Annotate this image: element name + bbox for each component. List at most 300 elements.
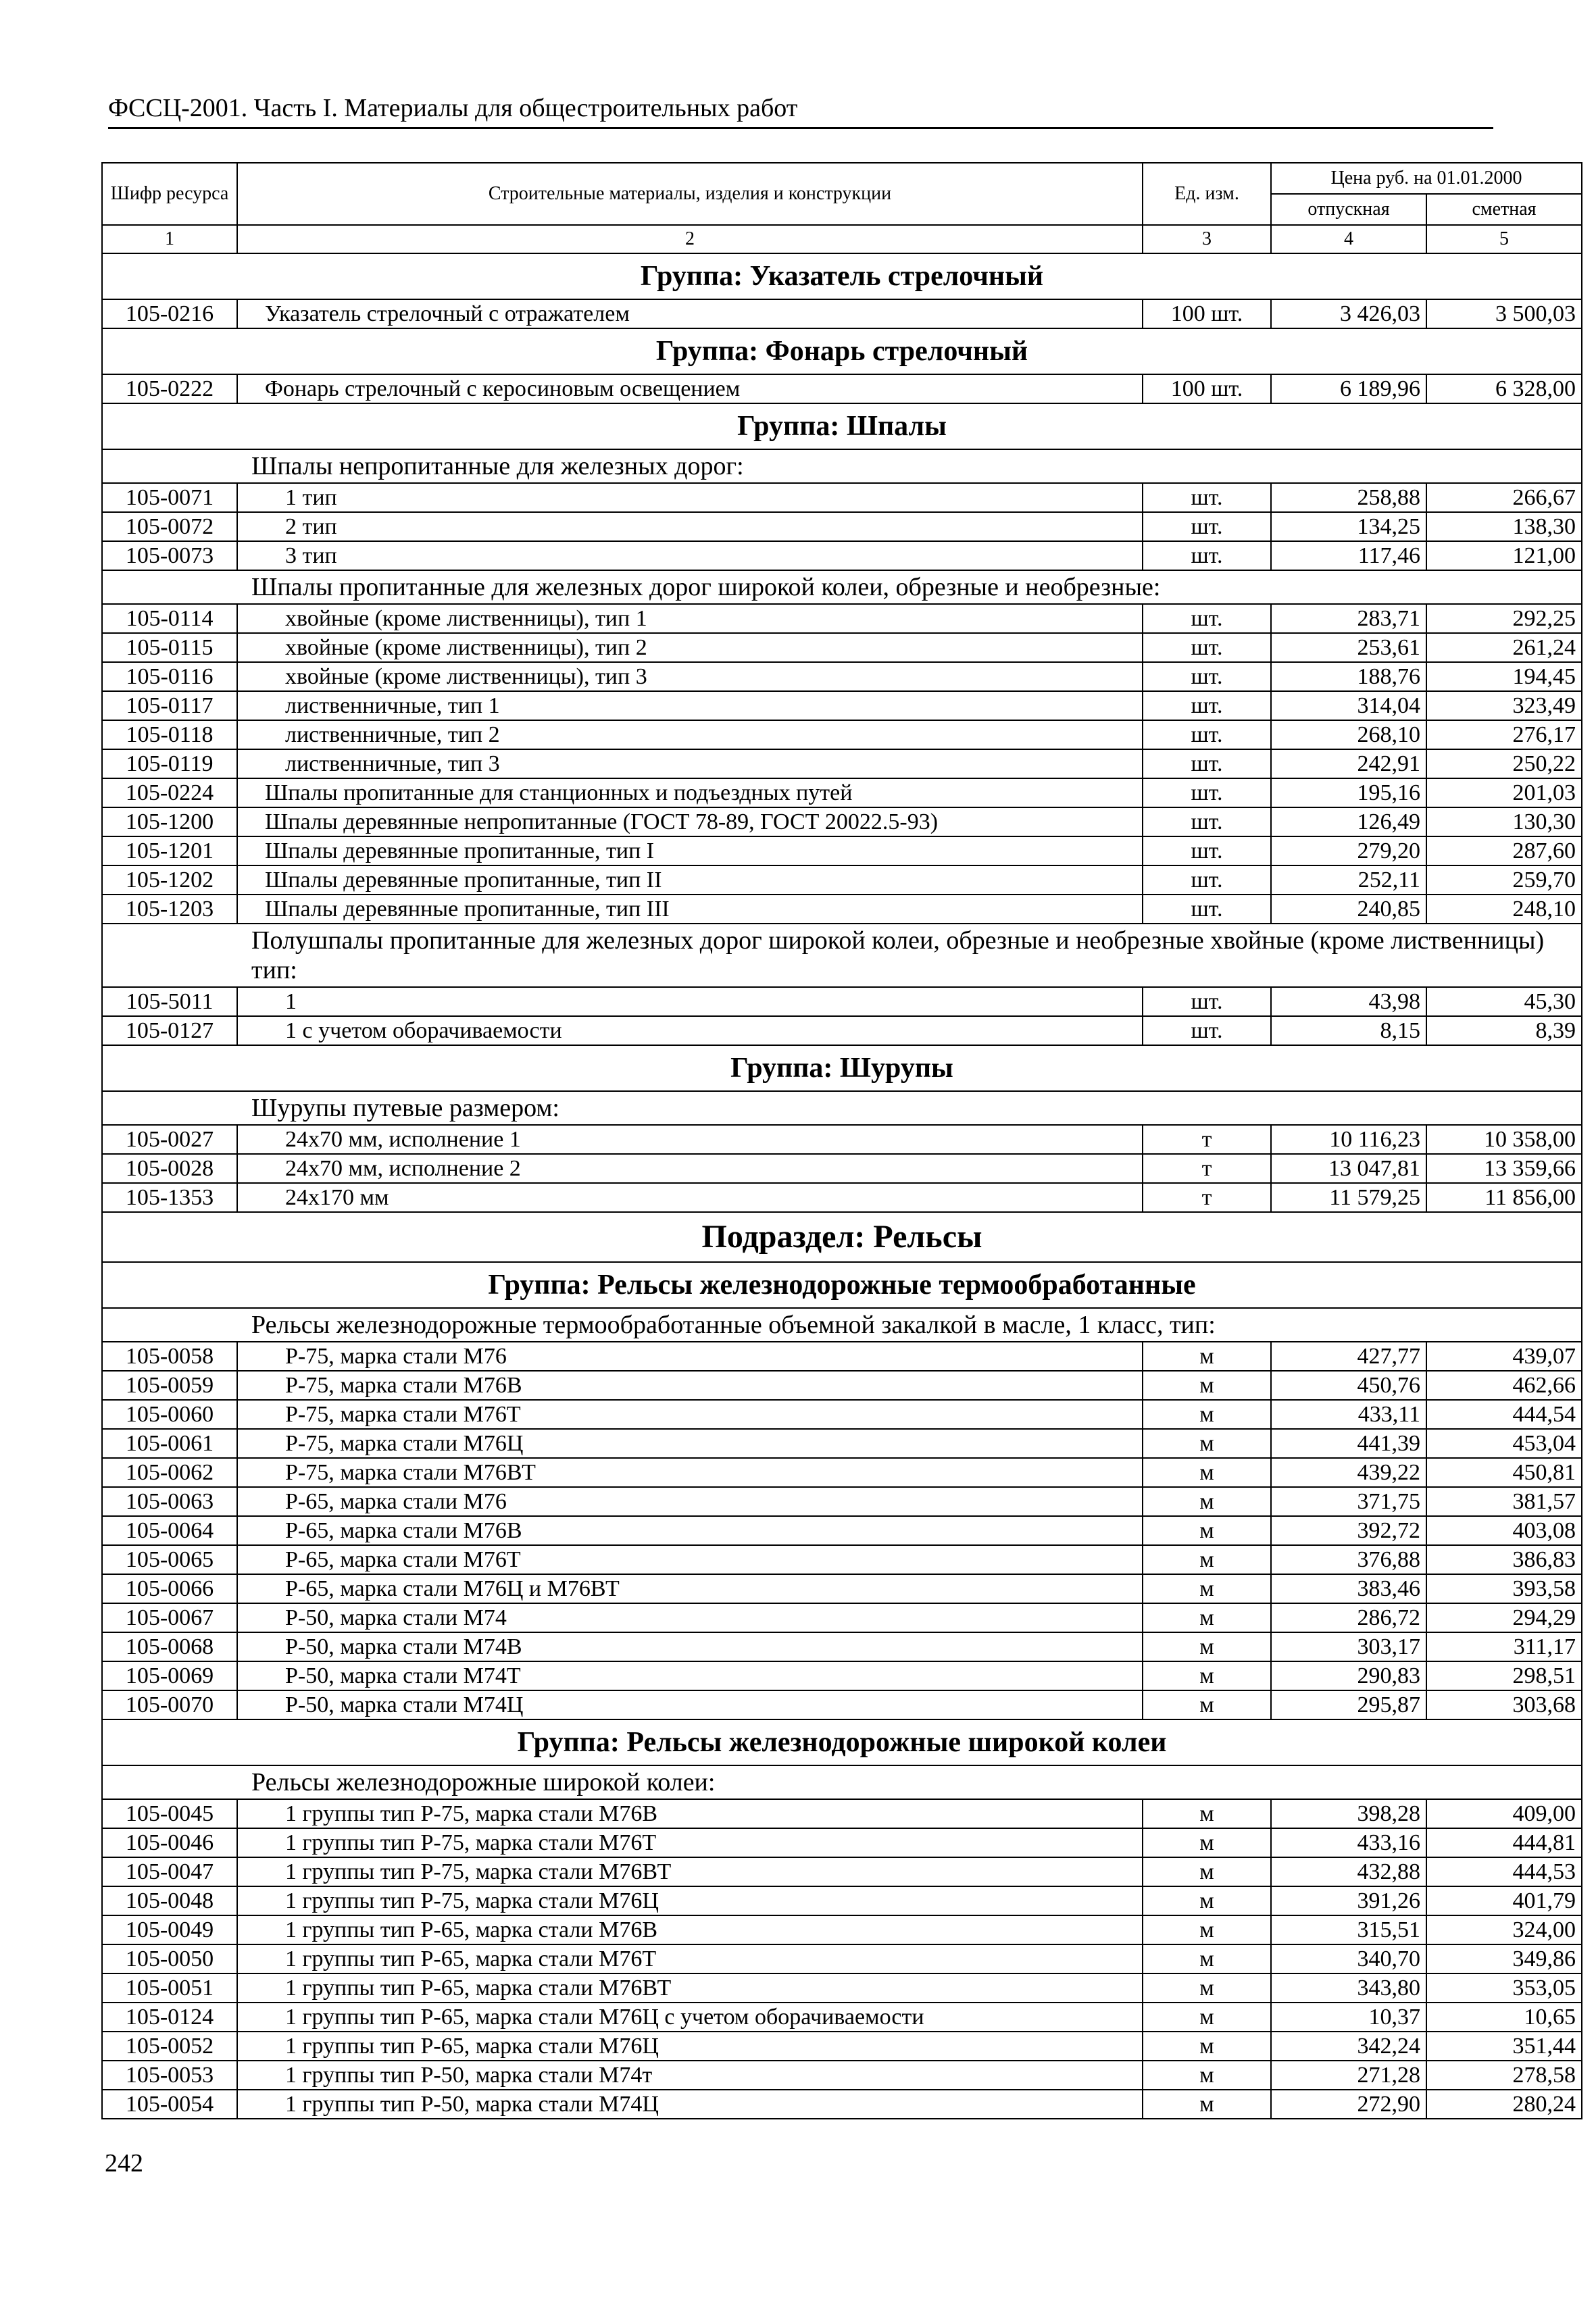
cell-release-price: 286,72 — [1271, 1603, 1426, 1632]
table-row — [102, 541, 1582, 570]
cell-code: 105-0048 — [102, 1886, 237, 1915]
table-row — [102, 1183, 1582, 1212]
cell-estimate-price: 13 359,66 — [1426, 1154, 1582, 1183]
cell-unit: шт. — [1143, 987, 1271, 1016]
cell-release-price: 13 047,81 — [1271, 1154, 1426, 1183]
cell-release-price: 432,88 — [1271, 1857, 1426, 1886]
table-row — [102, 1799, 1582, 1828]
cell-code: 105-0216 — [102, 299, 237, 328]
subheading-text: Рельсы железнодорожные термообработанные объемной закалкой в масле, 1 класс, тип: — [102, 1308, 1582, 1342]
cell-unit: т — [1143, 1125, 1271, 1154]
group-title: Группа: Рельсы железнодорожные широкой колеи — [102, 1719, 1582, 1765]
cell-release-price: 376,88 — [1271, 1545, 1426, 1574]
cell-estimate-price: 3 500,03 — [1426, 299, 1582, 328]
cell-name: Р-75, марка стали М76 — [237, 1342, 1143, 1371]
cell-release-price: 433,11 — [1271, 1400, 1426, 1429]
price-table — [101, 162, 1582, 2119]
cell-release-price: 290,83 — [1271, 1661, 1426, 1690]
cell-name: Указатель стрелочный с отражателем — [237, 299, 1143, 328]
cell-name: Р-50, марка стали М74В — [237, 1632, 1143, 1661]
cell-release-price: 195,16 — [1271, 778, 1426, 807]
cell-unit: м — [1143, 2061, 1271, 2090]
col-index: 5 — [1426, 225, 1582, 253]
cell-name: Р-75, марка стали М76Т — [237, 1400, 1143, 1429]
cell-code: 105-0047 — [102, 1857, 237, 1886]
cell-release-price: 271,28 — [1271, 2061, 1426, 2090]
cell-code: 105-5011 — [102, 987, 237, 1016]
cell-name: Р-65, марка стали М76Ц и М76ВТ — [237, 1574, 1143, 1603]
table-row — [102, 1661, 1582, 1690]
cell-estimate-price: 276,17 — [1426, 720, 1582, 749]
cell-code: 105-1202 — [102, 865, 237, 895]
subheading-text: Шпалы пропитанные для железных дорог широкой колеи, обрезные и необрезные: — [102, 570, 1582, 604]
cell-unit: 100 шт. — [1143, 374, 1271, 403]
cell-release-price: 253,61 — [1271, 633, 1426, 662]
cell-estimate-price: 266,67 — [1426, 483, 1582, 512]
cell-unit: м — [1143, 2090, 1271, 2119]
cell-unit: м — [1143, 1973, 1271, 2003]
group-row — [102, 1262, 1582, 1308]
cell-code: 105-0071 — [102, 483, 237, 512]
cell-unit: м — [1143, 2003, 1271, 2032]
table-row — [102, 836, 1582, 865]
cell-estimate-price: 280,24 — [1426, 2090, 1582, 2119]
table-row — [102, 1516, 1582, 1545]
cell-release-price: 188,76 — [1271, 662, 1426, 691]
col-index: 3 — [1143, 225, 1271, 253]
cell-unit: шт. — [1143, 836, 1271, 865]
cell-code: 105-0061 — [102, 1429, 237, 1458]
cell-name: Р-75, марка стали М76ВТ — [237, 1458, 1143, 1487]
cell-unit: м — [1143, 2032, 1271, 2061]
col-release-header: отпускная — [1271, 194, 1426, 225]
col-estimate-header: сметная — [1426, 194, 1582, 225]
cell-code: 105-0064 — [102, 1516, 237, 1545]
cell-unit: шт. — [1143, 807, 1271, 836]
cell-code: 105-0073 — [102, 541, 237, 570]
cell-estimate-price: 278,58 — [1426, 2061, 1582, 2090]
cell-release-price: 439,22 — [1271, 1458, 1426, 1487]
table-row — [102, 1458, 1582, 1487]
cell-unit: шт. — [1143, 483, 1271, 512]
cell-release-price: 6 189,96 — [1271, 374, 1426, 403]
cell-name: 1 — [237, 987, 1143, 1016]
cell-unit: м — [1143, 1342, 1271, 1371]
cell-estimate-price: 45,30 — [1426, 987, 1582, 1016]
cell-name: хвойные (кроме лиственницы), тип 1 — [237, 604, 1143, 633]
cell-code: 105-1203 — [102, 895, 237, 924]
cell-name: 1 группы тип Р-75, марка стали М76Т — [237, 1828, 1143, 1857]
cell-name: хвойные (кроме лиственницы), тип 2 — [237, 633, 1143, 662]
cell-code: 105-0058 — [102, 1342, 237, 1371]
cell-release-price: 314,04 — [1271, 691, 1426, 720]
cell-name: 2 тип — [237, 512, 1143, 541]
cell-name: хвойные (кроме лиственницы), тип 3 — [237, 662, 1143, 691]
page-number: 242 — [105, 2149, 143, 2178]
cell-unit: м — [1143, 1944, 1271, 1973]
table-row — [102, 1944, 1582, 1973]
table-row — [102, 299, 1582, 328]
cell-name: 1 тип — [237, 483, 1143, 512]
cell-name: Р-50, марка стали М74Т — [237, 1661, 1143, 1690]
cell-name: 1 группы тип Р-65, марка стали М76В — [237, 1915, 1143, 1944]
cell-name: 24х170 мм — [237, 1183, 1143, 1212]
cell-estimate-price: 121,00 — [1426, 541, 1582, 570]
cell-unit: шт. — [1143, 541, 1271, 570]
table-row — [102, 865, 1582, 895]
subheading-row — [102, 1308, 1582, 1342]
table-row — [102, 604, 1582, 633]
cell-code: 105-0046 — [102, 1828, 237, 1857]
subheading-text: Шпалы непропитанные для железных дорог: — [102, 449, 1582, 483]
table-body — [102, 253, 1582, 2119]
cell-unit: м — [1143, 1915, 1271, 1944]
cell-name: 1 группы тип Р-65, марка стали М76Т — [237, 1944, 1143, 1973]
cell-unit: шт. — [1143, 512, 1271, 541]
table-row — [102, 1125, 1582, 1154]
cell-estimate-price: 381,57 — [1426, 1487, 1582, 1516]
cell-release-price: 10,37 — [1271, 2003, 1426, 2032]
table-row — [102, 807, 1582, 836]
table-row — [102, 895, 1582, 924]
cell-code: 105-0060 — [102, 1400, 237, 1429]
subheading-text: Шурупы путевые размером: — [102, 1091, 1582, 1125]
cell-unit: шт. — [1143, 1016, 1271, 1045]
cell-code: 105-0049 — [102, 1915, 237, 1944]
cell-unit: т — [1143, 1183, 1271, 1212]
cell-name: Фонарь стрелочный с керосиновым освещением — [237, 374, 1143, 403]
cell-release-price: 134,25 — [1271, 512, 1426, 541]
table-row — [102, 2090, 1582, 2119]
cell-estimate-price: 462,66 — [1426, 1371, 1582, 1400]
cell-name: Р-50, марка стали М74Ц — [237, 1690, 1143, 1719]
group-title: Группа: Рельсы железнодорожные термообработанные — [102, 1262, 1582, 1308]
cell-unit: м — [1143, 1545, 1271, 1574]
cell-release-price: 279,20 — [1271, 836, 1426, 865]
cell-unit: м — [1143, 1661, 1271, 1690]
cell-release-price: 3 426,03 — [1271, 299, 1426, 328]
cell-release-price: 315,51 — [1271, 1915, 1426, 1944]
cell-code: 105-0118 — [102, 720, 237, 749]
cell-code: 105-0052 — [102, 2032, 237, 2061]
cell-estimate-price: 409,00 — [1426, 1799, 1582, 1828]
table-row — [102, 1574, 1582, 1603]
cell-code: 105-0224 — [102, 778, 237, 807]
cell-code: 105-1200 — [102, 807, 237, 836]
cell-unit: м — [1143, 1400, 1271, 1429]
cell-name: 1 группы тип Р-75, марка стали М76В — [237, 1799, 1143, 1828]
subheading-row — [102, 1091, 1582, 1125]
table-row — [102, 1828, 1582, 1857]
table-row — [102, 1371, 1582, 1400]
col-name-header: Строительные материалы, изделия и конструкции — [237, 163, 1143, 225]
subheading-row — [102, 1765, 1582, 1799]
cell-code: 105-0062 — [102, 1458, 237, 1487]
cell-code: 105-0127 — [102, 1016, 237, 1045]
cell-code: 105-0063 — [102, 1487, 237, 1516]
table-row — [102, 749, 1582, 778]
col-index: 4 — [1271, 225, 1426, 253]
page-header: ФССЦ-2001. Часть I. Материалы для общестроительных работ — [108, 92, 1493, 129]
cell-unit: м — [1143, 1886, 1271, 1915]
subheading-row — [102, 449, 1582, 483]
cell-release-price: 272,90 — [1271, 2090, 1426, 2119]
cell-name: Шпалы деревянные пропитанные, тип II — [237, 865, 1143, 895]
cell-estimate-price: 138,30 — [1426, 512, 1582, 541]
cell-estimate-price: 130,30 — [1426, 807, 1582, 836]
cell-name: 1 группы тип Р-75, марка стали М76ВТ — [237, 1857, 1143, 1886]
cell-unit: 100 шт. — [1143, 299, 1271, 328]
cell-name: 1 группы тип Р-65, марка стали М76ВТ — [237, 1973, 1143, 2003]
cell-code: 105-1353 — [102, 1183, 237, 1212]
subheading-text: Рельсы железнодорожные широкой колеи: — [102, 1765, 1582, 1799]
cell-estimate-price: 403,08 — [1426, 1516, 1582, 1545]
cell-code: 105-0053 — [102, 2061, 237, 2090]
cell-estimate-price: 194,45 — [1426, 662, 1582, 691]
cell-estimate-price: 323,49 — [1426, 691, 1582, 720]
cell-release-price: 450,76 — [1271, 1371, 1426, 1400]
cell-release-price: 342,24 — [1271, 2032, 1426, 2061]
cell-unit: м — [1143, 1429, 1271, 1458]
cell-name: 1 группы тип Р-65, марка стали М76Ц с учетом оборачиваемости — [237, 2003, 1143, 2032]
col-unit-header: Ед. изм. — [1143, 163, 1271, 225]
cell-estimate-price: 298,51 — [1426, 1661, 1582, 1690]
subheading-row — [102, 570, 1582, 604]
cell-code: 105-0068 — [102, 1632, 237, 1661]
cell-name: Р-75, марка стали М76Ц — [237, 1429, 1143, 1458]
table-row — [102, 1886, 1582, 1915]
cell-release-price: 10 116,23 — [1271, 1125, 1426, 1154]
cell-unit: м — [1143, 1799, 1271, 1828]
table-row — [102, 512, 1582, 541]
table-row — [102, 662, 1582, 691]
cell-name: лиственничные, тип 1 — [237, 691, 1143, 720]
cell-code: 105-0072 — [102, 512, 237, 541]
cell-estimate-price: 324,00 — [1426, 1915, 1582, 1944]
cell-release-price: 268,10 — [1271, 720, 1426, 749]
cell-release-price: 240,85 — [1271, 895, 1426, 924]
price-table-wrap — [101, 162, 1576, 2119]
cell-unit: шт. — [1143, 604, 1271, 633]
cell-estimate-price: 248,10 — [1426, 895, 1582, 924]
group-row — [102, 1045, 1582, 1091]
cell-estimate-price: 311,17 — [1426, 1632, 1582, 1661]
col-price-header: Цена руб. на 01.01.2000 — [1271, 163, 1582, 194]
cell-estimate-price: 386,83 — [1426, 1545, 1582, 1574]
table-row — [102, 1690, 1582, 1719]
cell-release-price: 392,72 — [1271, 1516, 1426, 1545]
cell-unit: шт. — [1143, 691, 1271, 720]
table-row — [102, 1342, 1582, 1371]
cell-code: 105-0059 — [102, 1371, 237, 1400]
col-index: 1 — [102, 225, 237, 253]
group-row — [102, 328, 1582, 374]
table-row — [102, 1016, 1582, 1045]
cell-name: 1 группы тип Р-50, марка стали М74т — [237, 2061, 1143, 2090]
cell-release-price: 11 579,25 — [1271, 1183, 1426, 1212]
cell-code: 105-0067 — [102, 1603, 237, 1632]
cell-code: 105-0069 — [102, 1661, 237, 1690]
group-title: Группа: Шпалы — [102, 403, 1582, 449]
cell-estimate-price: 450,81 — [1426, 1458, 1582, 1487]
cell-estimate-price: 351,44 — [1426, 2032, 1582, 2061]
col-index: 2 — [237, 225, 1143, 253]
cell-release-price: 117,46 — [1271, 541, 1426, 570]
cell-estimate-price: 287,60 — [1426, 836, 1582, 865]
cell-name: Р-65, марка стали М76 — [237, 1487, 1143, 1516]
cell-code: 105-0070 — [102, 1690, 237, 1719]
cell-code: 105-0045 — [102, 1799, 237, 1828]
cell-code: 105-0066 — [102, 1574, 237, 1603]
cell-unit: т — [1143, 1154, 1271, 1183]
cell-name: 1 группы тип Р-65, марка стали М76Ц — [237, 2032, 1143, 2061]
cell-code: 105-0050 — [102, 1944, 237, 1973]
table-row — [102, 778, 1582, 807]
cell-estimate-price: 453,04 — [1426, 1429, 1582, 1458]
cell-unit: шт. — [1143, 895, 1271, 924]
cell-code: 105-0117 — [102, 691, 237, 720]
cell-release-price: 283,71 — [1271, 604, 1426, 633]
cell-estimate-price: 11 856,00 — [1426, 1183, 1582, 1212]
cell-estimate-price: 349,86 — [1426, 1944, 1582, 1973]
cell-estimate-price: 10 358,00 — [1426, 1125, 1582, 1154]
cell-estimate-price: 303,68 — [1426, 1690, 1582, 1719]
cell-name: 24х70 мм, исполнение 1 — [237, 1125, 1143, 1154]
table-row — [102, 720, 1582, 749]
cell-release-price: 126,49 — [1271, 807, 1426, 836]
cell-code: 105-0114 — [102, 604, 237, 633]
cell-name: 1 группы тип Р-75, марка стали М76Ц — [237, 1886, 1143, 1915]
section-row — [102, 1212, 1582, 1262]
group-row — [102, 403, 1582, 449]
cell-release-price: 383,46 — [1271, 1574, 1426, 1603]
cell-name: Шпалы деревянные пропитанные, тип III — [237, 895, 1143, 924]
cell-code: 105-0119 — [102, 749, 237, 778]
cell-name: Шпалы деревянные пропитанные, тип I — [237, 836, 1143, 865]
group-title: Группа: Указатель стрелочный — [102, 253, 1582, 299]
cell-name: Р-75, марка стали М76В — [237, 1371, 1143, 1400]
cell-unit: м — [1143, 1516, 1271, 1545]
cell-code: 105-0116 — [102, 662, 237, 691]
cell-unit: шт. — [1143, 778, 1271, 807]
table-row — [102, 2061, 1582, 2090]
cell-release-price: 427,77 — [1271, 1342, 1426, 1371]
table-row — [102, 2032, 1582, 2061]
section-title: Подраздел: Рельсы — [102, 1212, 1582, 1262]
cell-release-price: 433,16 — [1271, 1828, 1426, 1857]
cell-estimate-price: 292,25 — [1426, 604, 1582, 633]
cell-unit: м — [1143, 1690, 1271, 1719]
table-row — [102, 691, 1582, 720]
cell-code: 105-1201 — [102, 836, 237, 865]
cell-unit: м — [1143, 1828, 1271, 1857]
cell-unit: м — [1143, 1371, 1271, 1400]
cell-code: 105-0065 — [102, 1545, 237, 1574]
table-row — [102, 1400, 1582, 1429]
cell-unit: м — [1143, 1458, 1271, 1487]
cell-unit: м — [1143, 1487, 1271, 1516]
cell-release-price: 371,75 — [1271, 1487, 1426, 1516]
table-row — [102, 1429, 1582, 1458]
cell-estimate-price: 201,03 — [1426, 778, 1582, 807]
cell-release-price: 343,80 — [1271, 1973, 1426, 2003]
cell-unit: шт. — [1143, 633, 1271, 662]
cell-name: Р-65, марка стали М76В — [237, 1516, 1143, 1545]
cell-estimate-price: 401,79 — [1426, 1886, 1582, 1915]
table-row — [102, 1487, 1582, 1516]
subheading-row — [102, 924, 1582, 987]
table-row — [102, 483, 1582, 512]
cell-release-price: 391,26 — [1271, 1886, 1426, 1915]
cell-unit: м — [1143, 1603, 1271, 1632]
cell-estimate-price: 353,05 — [1426, 1973, 1582, 2003]
cell-name: Шпалы деревянные непропитанные (ГОСТ 78-89, ГОСТ 20022.5-93) — [237, 807, 1143, 836]
table-row — [102, 1603, 1582, 1632]
cell-name: 1 группы тип Р-50, марка стали М74Ц — [237, 2090, 1143, 2119]
cell-release-price: 43,98 — [1271, 987, 1426, 1016]
cell-estimate-price: 444,54 — [1426, 1400, 1582, 1429]
cell-unit: шт. — [1143, 720, 1271, 749]
cell-estimate-price: 250,22 — [1426, 749, 1582, 778]
group-row — [102, 253, 1582, 299]
cell-code: 105-0027 — [102, 1125, 237, 1154]
group-row — [102, 1719, 1582, 1765]
cell-code: 105-0115 — [102, 633, 237, 662]
table-row — [102, 1857, 1582, 1886]
table-row — [102, 1545, 1582, 1574]
cell-code: 105-0054 — [102, 2090, 237, 2119]
group-title: Группа: Шурупы — [102, 1045, 1582, 1091]
cell-release-price: 340,70 — [1271, 1944, 1426, 1973]
cell-unit: м — [1143, 1574, 1271, 1603]
table-row — [102, 987, 1582, 1016]
cell-name: 3 тип — [237, 541, 1143, 570]
table-row — [102, 1154, 1582, 1183]
table-row — [102, 2003, 1582, 2032]
col-code-header: Шифр ресурса — [102, 163, 237, 225]
cell-unit: м — [1143, 1857, 1271, 1886]
cell-estimate-price: 261,24 — [1426, 633, 1582, 662]
cell-release-price: 441,39 — [1271, 1429, 1426, 1458]
cell-name: 24х70 мм, исполнение 2 — [237, 1154, 1143, 1183]
table-row — [102, 1632, 1582, 1661]
cell-release-price: 295,87 — [1271, 1690, 1426, 1719]
cell-name: Р-65, марка стали М76Т — [237, 1545, 1143, 1574]
cell-estimate-price: 393,58 — [1426, 1574, 1582, 1603]
cell-code: 105-0028 — [102, 1154, 237, 1183]
cell-name: лиственничные, тип 2 — [237, 720, 1143, 749]
cell-code: 105-0124 — [102, 2003, 237, 2032]
cell-name: 1 с учетом оборачиваемости — [237, 1016, 1143, 1045]
cell-unit: шт. — [1143, 749, 1271, 778]
cell-unit: шт. — [1143, 865, 1271, 895]
cell-release-price: 303,17 — [1271, 1632, 1426, 1661]
cell-release-price: 258,88 — [1271, 483, 1426, 512]
subheading-text: Полушпалы пропитанные для железных дорог широкой колеи, обрезные и необрезные хвойные (кроме лиственницы) тип: — [102, 924, 1582, 987]
cell-name: Р-50, марка стали М74 — [237, 1603, 1143, 1632]
cell-release-price: 242,91 — [1271, 749, 1426, 778]
cell-estimate-price: 444,53 — [1426, 1857, 1582, 1886]
cell-release-price: 398,28 — [1271, 1799, 1426, 1828]
cell-estimate-price: 8,39 — [1426, 1016, 1582, 1045]
cell-unit: м — [1143, 1632, 1271, 1661]
cell-code: 105-0222 — [102, 374, 237, 403]
cell-estimate-price: 439,07 — [1426, 1342, 1582, 1371]
cell-estimate-price: 6 328,00 — [1426, 374, 1582, 403]
cell-estimate-price: 444,81 — [1426, 1828, 1582, 1857]
cell-code: 105-0051 — [102, 1973, 237, 2003]
cell-release-price: 8,15 — [1271, 1016, 1426, 1045]
